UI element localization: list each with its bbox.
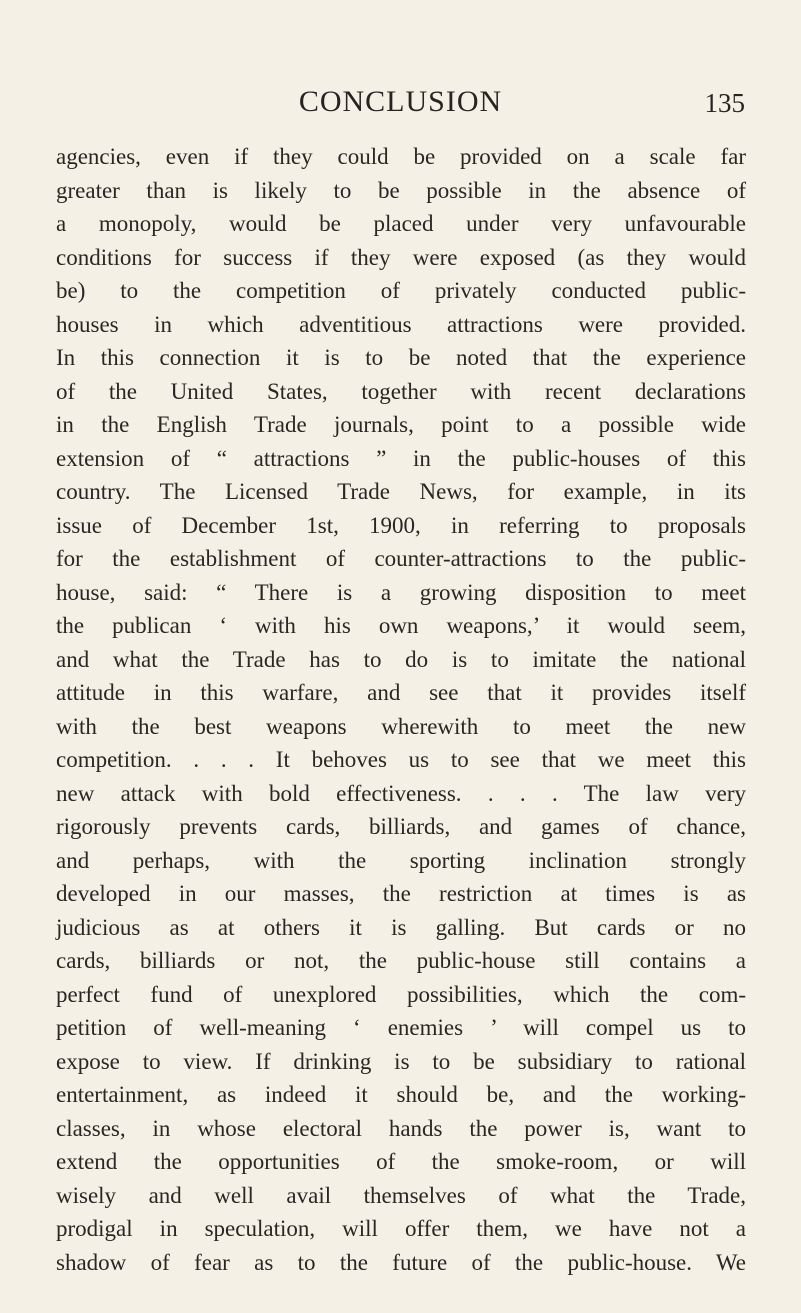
text-line: agencies, even if they could be provided on a scale far: [56, 144, 746, 169]
text-line: issue of December 1st, 1900, in referring to proposals: [56, 512, 746, 538]
text-line: shadow of fear as to the future of the public-house. We: [56, 1249, 746, 1275]
text-line: conditions for success if they were exposed (as they would: [56, 244, 746, 270]
text-line: extend the opportunities of the smoke-room, or will: [56, 1149, 746, 1174]
text-line: new attack with bold effectiveness. . . . The law very: [56, 780, 746, 806]
text-line: judicious as at others it is galling. But cards or no: [56, 914, 746, 940]
text-line: be) to the competition of privately conducted public-: [56, 278, 746, 303]
text-line: a monopoly, would be placed under very unfavourable: [56, 211, 746, 236]
page-number: 135: [704, 88, 745, 118]
body-text: [56, 140, 746, 1279]
text-line: with the best weapons wherewith to meet the new: [56, 713, 746, 739]
text-line: petition of well-meaning ‘ enemies ’ will compel us to: [56, 1015, 746, 1040]
text-line: In this connection it is to be noted that the experience: [56, 345, 746, 370]
text-line: and what the Trade has to do is to imitate the national: [56, 646, 746, 672]
text-line: attitude in this warfare, and see that it provides itself: [56, 680, 746, 705]
text-line: greater than is likely to be possible in the absence of: [56, 177, 746, 203]
text-line: perfect fund of unexplored possibilities, which the com-: [56, 981, 746, 1007]
text-line: the publican ‘ with his own weapons,’ it would seem,: [56, 613, 746, 638]
text-line: of the United States, together with recent declarations: [56, 378, 746, 404]
text-line: rigorously prevents cards, billiards, and games of chance,: [56, 814, 746, 839]
text-line: prodigal in speculation, will offer them, we have not a: [56, 1216, 746, 1241]
running-head: [56, 84, 745, 124]
text-line: country. The Licensed Trade News, for example, in its: [56, 479, 746, 504]
text-line: classes, in whose electoral hands the power is, want to: [56, 1115, 746, 1141]
text-line: in the English Trade journals, point to a possible wide: [56, 412, 746, 437]
text-line: expose to view. If drinking is to be subsidiary to rational: [56, 1048, 746, 1074]
text-line: developed in our masses, the restriction at times is as: [56, 881, 746, 906]
text-line: competition. . . . It behoves us to see that we meet this: [56, 747, 746, 772]
text-line: entertainment, as indeed it should be, and the working-: [56, 1082, 746, 1107]
text-line: extension of “ attractions ” in the public-houses of this: [56, 445, 746, 471]
text-line: cards, billiards or not, the public-house still contains a: [56, 948, 746, 973]
text-line: wisely and well avail themselves of what the Trade,: [56, 1182, 746, 1208]
chapter-title: CONCLUSION: [298, 85, 503, 118]
text-line: and perhaps, with the sporting inclination strongly: [56, 847, 746, 873]
text-line: house, said: “ There is a growing disposition to meet: [56, 579, 746, 605]
text-line: for the establishment of counter-attractions to the public-: [56, 546, 746, 571]
text-line: houses in which adventitious attractions were provided.: [56, 311, 746, 337]
